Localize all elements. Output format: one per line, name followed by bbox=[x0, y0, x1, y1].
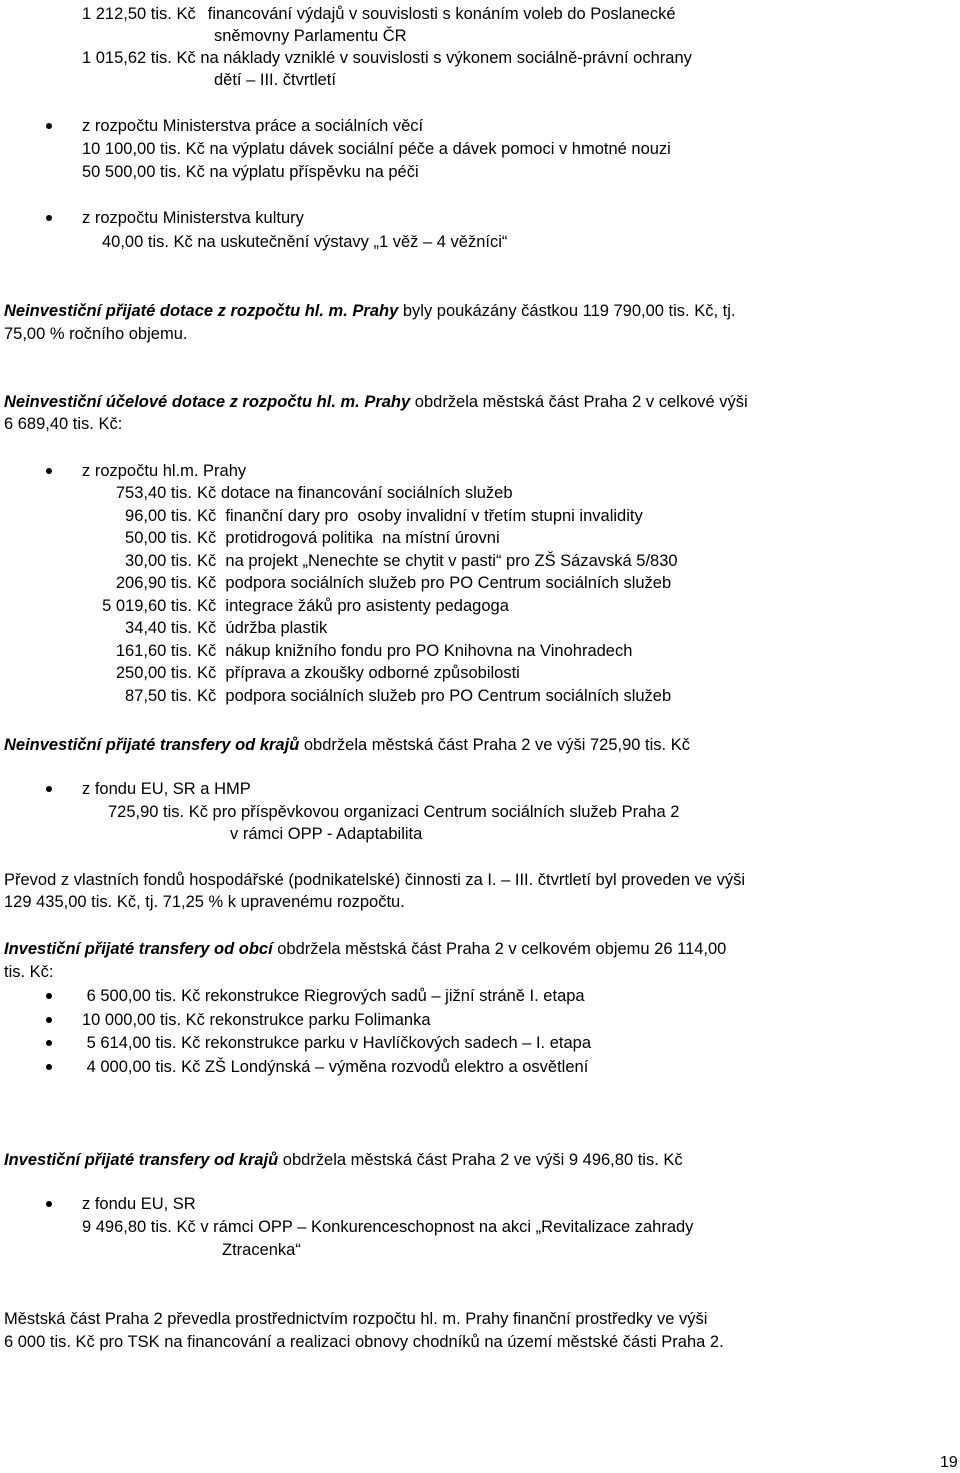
investment-item: 10 000,00 tis. Kč rekonstrukce parku Folimanka bbox=[82, 1010, 431, 1029]
investment-item: 6 500,00 tis. Kč rekonstrukce Riegrových sadů – jižní stráně I. etapa bbox=[82, 987, 585, 1005]
mpsv-line-2: 50 500,00 tis. Kč na výplatu příspěvku na péči bbox=[82, 163, 419, 181]
paragraph-4-line-1 bbox=[4, 870, 894, 890]
bullet-icon bbox=[46, 993, 52, 999]
hmp-item-text: Kč podpora sociálních služeb pro PO Centrum sociálních služeb bbox=[197, 574, 672, 592]
mk-line-1: 40,00 tis. Kč na uskutečnění výstavy „1 věž – 4 věžníci“ bbox=[102, 233, 508, 251]
hmp-item-amount: 5 019,60 tis. bbox=[102, 596, 192, 615]
investment-item: 4 000,00 tis. Kč ZŠ Londýnská – výměna rozvodů elektro a osvětlení bbox=[82, 1057, 589, 1076]
page-number: 19 bbox=[940, 1454, 958, 1471]
hmp-item-amount: 206,90 tis. bbox=[115, 574, 192, 592]
bullet-icon bbox=[46, 1040, 52, 1046]
eu2-heading: z fondu EU, SR bbox=[82, 1195, 196, 1213]
eu1-line-1: 725,90 tis. Kč pro příspěvkovou organizaci Centrum sociálních služeb Praha 2 bbox=[108, 803, 680, 821]
paragraph-5-emphasis: Investiční přijaté transfery od obcí bbox=[4, 940, 273, 958]
paragraph-6-emphasis: Investiční přijaté transfery od krajů bbox=[4, 1151, 279, 1169]
hmp-item-amount: 250,00 tis. bbox=[115, 664, 192, 682]
mpsv-heading: z rozpočtu Ministerstva práce a sociálních věcí bbox=[82, 117, 424, 135]
paragraph-3-emphasis: Neinvestiční přijaté transfery od krajů bbox=[4, 736, 300, 754]
hmp-item-text: Kč integrace žáků pro asistenty pedagoga bbox=[197, 596, 509, 615]
eu2-line-2: Ztracenka“ bbox=[222, 1241, 301, 1259]
eu1-heading: z fondu EU, SR a HMP bbox=[82, 780, 251, 798]
hmp-item-text: Kč protidrogová politika na místní úrovni bbox=[197, 529, 500, 547]
bullet-icon bbox=[46, 123, 52, 129]
hmp-item-amount: 30,00 tis. bbox=[125, 551, 192, 570]
hmp-item-amount: 50,00 tis. bbox=[125, 529, 192, 547]
paragraph-2-line-2: 6 689,40 tis. Kč: bbox=[4, 415, 123, 433]
paragraph-1-rest: byly poukázány částkou 119 790,00 tis. Kč, tj. bbox=[398, 302, 736, 320]
paragraph-5-line-1 bbox=[4, 939, 726, 959]
paragraph-2-rest: obdržela městská část Praha 2 v celkové výši bbox=[410, 393, 748, 411]
eu2-line-1: 9 496,80 tis. Kč v rámci OPP – Konkurenceschopnost na akci „Revitalizace zahrady bbox=[82, 1218, 694, 1236]
hmp-item-text: Kč podpora sociálních služeb pro PO Centrum sociálních služeb bbox=[197, 686, 672, 705]
top-line-1-text: financování výdajů v souvislosti s konáním voleb do Poslanecké bbox=[207, 5, 676, 23]
bullet-icon bbox=[46, 1064, 52, 1070]
paragraph-7-line-2: 6 000 tis. Kč pro TSK na financování a realizaci obnovy chodníků na území městské části Praha 2. bbox=[4, 1333, 724, 1351]
hmp-item-text: Kč na projekt „Nenechte se chytit v pasti“ pro ZŠ Sázavská 5/830 bbox=[197, 551, 678, 570]
bullet-icon bbox=[46, 468, 52, 474]
hmp-item-text: Kč údržba plastik bbox=[197, 619, 328, 637]
paragraph-5-rest: obdržela městská část Praha 2 v celkovém objemu 26 114,00 bbox=[272, 940, 727, 958]
mk-heading: z rozpočtu Ministerstva kultury bbox=[82, 209, 304, 227]
hmp-heading: z rozpočtu hl.m. Prahy bbox=[82, 462, 247, 480]
hmp-item-amount: 753,40 tis. bbox=[115, 484, 192, 502]
paragraph-6-rest: obdržela městská část Praha 2 ve výši 9 496,80 tis. Kč bbox=[278, 1151, 683, 1169]
paragraph-1-emphasis: Neinvestiční přijaté dotace z rozpočtu hl. m. Prahy bbox=[4, 302, 399, 320]
hmp-item-amount: 96,00 tis. bbox=[125, 506, 192, 525]
top-line-1 bbox=[82, 4, 676, 24]
bullet-icon bbox=[46, 1017, 52, 1023]
top-line-3: 1 015,62 tis. Kč na náklady vzniklé v souvislosti s výkonem sociálně-právní ochrany bbox=[82, 49, 692, 67]
hmp-item-amount: 34,40 tis. bbox=[125, 619, 192, 637]
paragraph-3 bbox=[4, 735, 690, 755]
paragraph-5-line-2: tis. Kč: bbox=[4, 963, 54, 981]
paragraph-2-emphasis: Neinvestiční účelové dotace z rozpočtu hl. m. Prahy bbox=[4, 393, 411, 411]
hmp-item-text: Kč příprava a zkoušky odborné způsobilosti bbox=[197, 664, 520, 682]
hmp-item-text: Kč nákup knižního fondu pro PO Knihovna na Vinohradech bbox=[197, 641, 633, 660]
hmp-item-text: Kč dotace na financování sociálních služeb bbox=[197, 484, 513, 502]
hmp-item-amount: 87,50 tis. bbox=[125, 686, 192, 705]
paragraph-2-line-1 bbox=[4, 392, 748, 412]
eu1-line-2: v rámci OPP - Adaptabilita bbox=[230, 825, 423, 843]
paragraph-4-text: Převod z vlastních fondů hospodářské (podnikatelské) činnosti za I. – III. čtvrtletí byl proveden ve výši bbox=[4, 871, 746, 889]
bullet-icon bbox=[46, 215, 52, 221]
bullet-icon bbox=[46, 1201, 52, 1207]
paragraph-3-rest: obdržela městská část Praha 2 ve výši 725,90 tis. Kč bbox=[299, 736, 690, 754]
paragraph-1-line-2: 75,00 % ročního objemu. bbox=[4, 325, 188, 343]
hmp-item-amount: 161,60 tis. bbox=[115, 641, 192, 660]
investment-item: 5 614,00 tis. Kč rekonstrukce parku v Havlíčkových sadech – I. etapa bbox=[82, 1034, 592, 1052]
top-line-4: dětí – III. čtvrtletí bbox=[214, 71, 336, 89]
top-line-1-amount: 1 212,50 tis. Kč bbox=[82, 5, 196, 23]
mpsv-line-1: 10 100,00 tis. Kč na výplatu dávek sociální péče a dávek pomoci v hmotné nouzi bbox=[82, 140, 671, 158]
paragraph-1-line-1 bbox=[4, 301, 735, 321]
paragraph-4-line-2: 129 435,00 tis. Kč, tj. 71,25 % k upravenému rozpočtu. bbox=[4, 893, 405, 911]
top-line-2: sněmovny Parlamentu ČR bbox=[214, 27, 407, 45]
paragraph-6 bbox=[4, 1150, 683, 1170]
paragraph-7-line-1: Městská část Praha 2 převedla prostřednictvím rozpočtu hl. m. Prahy finanční prostředky ve výši bbox=[4, 1310, 708, 1328]
bullet-icon bbox=[46, 786, 52, 792]
hmp-item-text: Kč finanční dary pro osoby invalidní v třetím stupni invalidity bbox=[197, 506, 643, 525]
